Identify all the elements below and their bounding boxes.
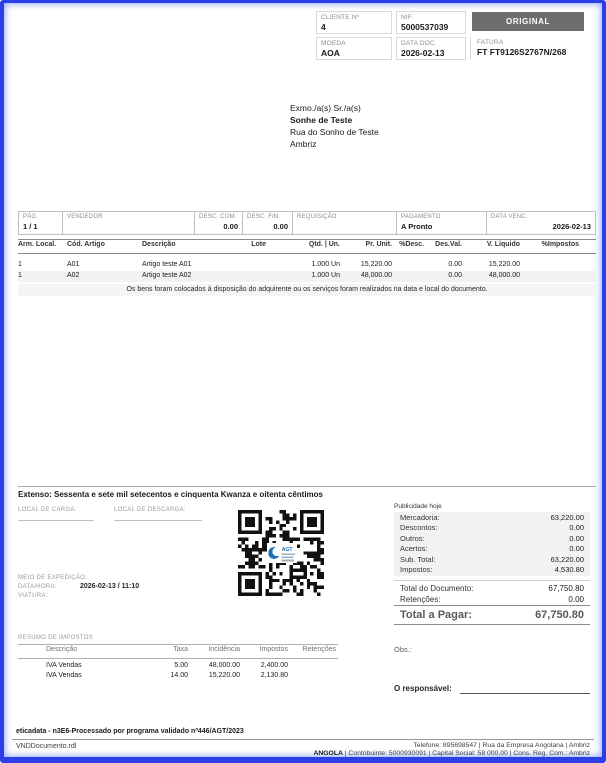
total-pagar-label: Total a Pagar: bbox=[400, 609, 472, 621]
data-venc-label: DATA VENC. bbox=[491, 214, 528, 220]
tax-row bbox=[18, 661, 338, 671]
tax-table bbox=[18, 644, 338, 681]
totals-document-box bbox=[394, 580, 590, 605]
cell-qtd: 1.000 Un bbox=[311, 272, 340, 279]
retencoes-value: 0.00 bbox=[568, 595, 584, 604]
customer-address: Rua do Sonho de Teste bbox=[290, 127, 379, 137]
cell-qtd: 1.000 Un bbox=[311, 261, 340, 268]
requisicao-cell bbox=[292, 211, 396, 235]
col-qtd-header: Qtd. | Un. bbox=[308, 241, 340, 248]
moeda-cell bbox=[316, 37, 392, 60]
footer-divider bbox=[12, 739, 594, 740]
tax-col-incidencia: Incidência bbox=[208, 646, 240, 653]
extenso-divider bbox=[18, 486, 596, 487]
original-badge: ORIGINAL bbox=[472, 12, 584, 31]
col-vliq-header: V. Liquido bbox=[486, 241, 520, 248]
fatura-number: FT FT9126S2767N/268 bbox=[477, 47, 567, 57]
tax-cell-impostos: 2,130.80 bbox=[260, 672, 288, 679]
col-lote-header: Lote bbox=[251, 241, 266, 248]
col-pimp-header: %Impostos bbox=[541, 241, 579, 248]
acertos-label: Acertos: bbox=[400, 544, 428, 554]
cell-pr: 48,000.00 bbox=[360, 272, 392, 279]
col-desc-header: Descrição bbox=[142, 241, 176, 248]
pag-cell bbox=[18, 211, 62, 235]
svg-text:AGT: AGT bbox=[281, 546, 293, 553]
cell-vliq: 15,220.00 bbox=[488, 261, 520, 268]
table-row bbox=[18, 271, 596, 282]
totals-box bbox=[394, 512, 590, 576]
cell-desval: 0.00 bbox=[448, 261, 462, 268]
tax-col-impostos: Impostos bbox=[259, 646, 288, 653]
tax-cell-desc: IVA Vendas bbox=[46, 662, 82, 669]
desc-fin-label: DESC. FIN. bbox=[247, 214, 281, 220]
tax-col-taxa: Taxa bbox=[173, 646, 188, 653]
local-carga-line bbox=[18, 520, 94, 521]
tax-header bbox=[18, 644, 338, 659]
local-carga-label: LOCAL DE CARGA: bbox=[18, 507, 77, 513]
info-row bbox=[4, 211, 606, 235]
customer-city: Ambriz bbox=[290, 139, 317, 149]
desc-com-cell bbox=[194, 211, 242, 235]
local-descarga-label: LOCAL DE DESCARGA: bbox=[114, 507, 186, 513]
requisicao-label: REQUISIÇÃO bbox=[297, 214, 337, 220]
tax-cell-desc: IVA Vendas bbox=[46, 672, 82, 679]
subtotal-value: 63,220.00 bbox=[550, 554, 584, 564]
data-doc-value: 2026-02-13 bbox=[401, 48, 445, 58]
footer-contact-line: Telefone: 895698547 | Rua da Empresa Angolana | Ambriz bbox=[413, 742, 590, 749]
tax-cell-incidencia: 15,220.00 bbox=[208, 672, 240, 679]
total-doc-label: Total do Documento: bbox=[400, 584, 474, 593]
delivery-note: Os bens foram colocados à disposição do adquirente ou os serviços foram realizados na data e local do documento. bbox=[18, 284, 596, 296]
data-hora-label: DATA/HORA: bbox=[18, 584, 57, 590]
desc-com-label: DESC. COM. bbox=[199, 214, 237, 220]
descontos-label: Descontos: bbox=[400, 523, 438, 533]
outros-label: Outros: bbox=[400, 533, 425, 543]
tax-cell-taxa: 14.00 bbox=[170, 672, 188, 679]
pag-value: 1 / 1 bbox=[23, 222, 38, 231]
nif-cell bbox=[396, 11, 466, 34]
tax-cell-impostos: 2,400.00 bbox=[260, 662, 288, 669]
pagamento-cell bbox=[396, 211, 486, 235]
cliente-value: 4 bbox=[321, 22, 326, 32]
cell-vliq: 48,000.00 bbox=[488, 272, 520, 279]
cell-desc: Artigo teste A01 bbox=[142, 261, 192, 268]
impostos-value: 4,530.80 bbox=[554, 565, 584, 575]
subtotal-label: Sub. Total: bbox=[400, 554, 436, 564]
data-venc-value: 2026-02-13 bbox=[552, 222, 591, 231]
data-doc-label: DATA DOC. bbox=[401, 40, 437, 47]
cliente-label: CLIENTE Nº bbox=[321, 14, 360, 21]
col-cod-header: Cód. Artigo bbox=[67, 241, 105, 248]
col-pdesc-header: %Desc. bbox=[399, 241, 424, 248]
acertos-value: 0.00 bbox=[569, 544, 584, 554]
col-arm-header: Arm. Local. bbox=[18, 241, 57, 248]
customer-salutation: Exmo./a(s) Sr./a(s) bbox=[290, 103, 361, 113]
col-pr-header: Pr. Unit. bbox=[365, 241, 392, 248]
footer-company-line bbox=[124, 750, 590, 757]
total-pagar-row bbox=[394, 605, 590, 625]
data-doc-cell bbox=[396, 37, 466, 60]
certification-text: eticadata - n3E6-Processado por programa validado nº446/AGT/2023 bbox=[16, 728, 244, 735]
retencoes-label: Retenções: bbox=[400, 595, 441, 604]
responsavel-signature-line bbox=[460, 693, 590, 694]
descontos-value: 0.00 bbox=[569, 523, 584, 533]
total-doc-value: 67,750.80 bbox=[548, 584, 584, 593]
desc-fin-value: 0.00 bbox=[273, 222, 288, 231]
meio-expedicao-label: MEIO DE EXPEDIÇÃO: bbox=[18, 575, 88, 581]
report-file-name: VNDDocumento.rdl bbox=[16, 743, 77, 750]
cell-pr: 15,220.00 bbox=[360, 261, 392, 268]
footer-company-details: | Contribuinte: 5000930091 | Capital Social: 58 000,00 | Cons. Reg. Com.: Ambriz bbox=[342, 750, 590, 757]
nif-value: 5000537039 bbox=[401, 22, 449, 32]
mercadoria-value: 63,220.00 bbox=[550, 513, 584, 522]
nif-label: NIF bbox=[401, 14, 413, 21]
fatura-label: FATURA bbox=[477, 39, 504, 46]
publicidade-text: Publicidade hoje bbox=[394, 503, 442, 510]
local-descarga-line bbox=[114, 520, 202, 521]
vendedor-cell bbox=[62, 211, 194, 235]
vendedor-label: VENDEDOR bbox=[67, 214, 103, 220]
tax-cell-taxa: 5.00 bbox=[174, 662, 188, 669]
cell-cod: A02 bbox=[67, 272, 80, 279]
pagamento-value: A Pronto bbox=[401, 222, 433, 231]
table-row bbox=[18, 260, 596, 271]
tax-cell-incidencia: 48,000.00 bbox=[208, 662, 240, 669]
desc-com-value: 0.00 bbox=[223, 222, 238, 231]
tax-col-desc: Descrição bbox=[46, 646, 78, 653]
cell-arm: 1 bbox=[18, 261, 22, 268]
resumo-impostos-title: RESUMO DE IMPOSTOS bbox=[18, 635, 93, 641]
cliente-cell bbox=[316, 11, 392, 34]
data-venc-cell bbox=[486, 211, 596, 235]
cell-cod: A01 bbox=[67, 261, 80, 268]
moeda-value: AOA bbox=[321, 48, 340, 58]
outros-value: 0.00 bbox=[569, 533, 584, 543]
data-hora-value: 2026-02-13 / 11:10 bbox=[80, 583, 140, 590]
items-header bbox=[18, 239, 596, 254]
total-pagar-value: 67,750.80 bbox=[535, 609, 584, 621]
viatura-label: VIATURA: bbox=[18, 593, 48, 599]
responsavel-label: O responsável: bbox=[394, 684, 452, 693]
impostos-label: Impostos: bbox=[400, 565, 433, 575]
cell-desc: Artigo teste A02 bbox=[142, 272, 192, 279]
customer-name: Sonhe de Teste bbox=[290, 115, 353, 125]
fatura-cell bbox=[470, 37, 596, 60]
tax-col-retencoes: Retenções bbox=[302, 646, 336, 653]
moeda-label: MOEDA bbox=[321, 40, 346, 47]
footer-country: ANGOLA bbox=[313, 750, 343, 757]
qr-code bbox=[238, 510, 324, 596]
tax-row bbox=[18, 671, 338, 681]
pagamento-label: PAGAMENTO bbox=[401, 214, 441, 220]
cell-arm: 1 bbox=[18, 272, 22, 279]
cell-desval: 0.00 bbox=[448, 272, 462, 279]
obs-label: Obs.: bbox=[394, 645, 412, 654]
desc-fin-cell bbox=[242, 211, 292, 235]
col-desval-header: Des.Val. bbox=[435, 241, 462, 248]
extenso-line: Extenso: Sessenta e sete mil setecentos e cinquenta Kwanza e oitenta cêntimos bbox=[18, 490, 323, 499]
mercadoria-label: Mercadoria: bbox=[400, 513, 440, 522]
customer-block bbox=[290, 102, 379, 150]
pag-label: PÁG. bbox=[23, 214, 39, 220]
